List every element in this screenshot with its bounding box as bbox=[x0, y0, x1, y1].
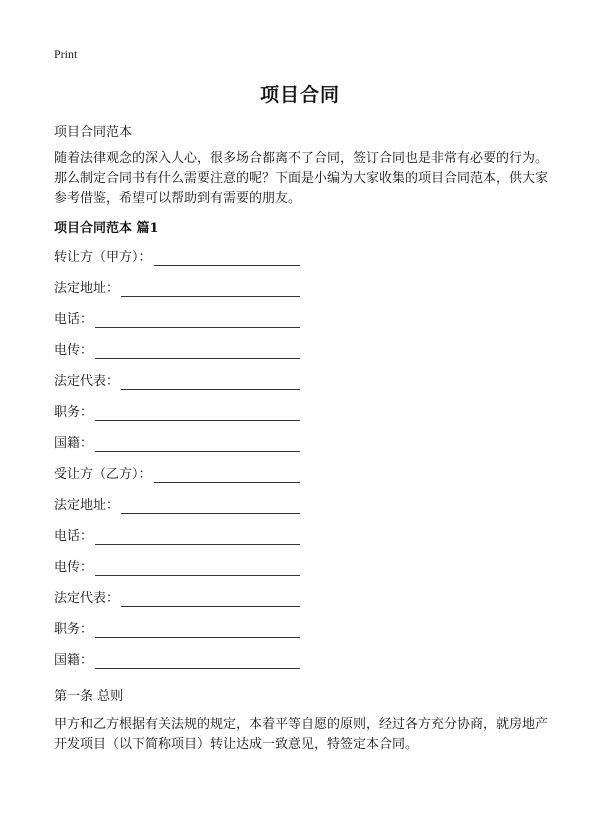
field-label: 职务： bbox=[54, 622, 94, 637]
field-label: 法定地址： bbox=[54, 498, 120, 513]
field-label: 电传： bbox=[54, 343, 94, 358]
blank-line bbox=[121, 375, 300, 390]
field-label: 法定代表： bbox=[54, 374, 120, 389]
field-label: 法定地址： bbox=[54, 281, 120, 296]
party-a-telex-field bbox=[54, 341, 300, 359]
party-a-position-field bbox=[54, 403, 300, 421]
intro-paragraph: 随着法律观念的深入人心，很多场合都离不了合同，签订合同也是非常有必要的行为。那么制定合同书有什么需要注意的呢？下面是小编为大家收集的项目合同范本，供大家参考借鉴，希望可以帮助到有需要的朋友。 bbox=[54, 151, 549, 206]
field-label: 转让方（甲方）： bbox=[54, 250, 152, 265]
party-b-name-field bbox=[54, 465, 300, 483]
blank-line bbox=[95, 344, 300, 359]
blank-line bbox=[121, 592, 300, 607]
document-subtitle: 项目合同范本 bbox=[54, 125, 133, 140]
blank-line bbox=[95, 313, 300, 328]
blank-line bbox=[95, 623, 300, 638]
party-a-phone-field bbox=[54, 310, 300, 328]
blank-line bbox=[95, 561, 300, 576]
blank-line bbox=[95, 437, 300, 452]
blank-line bbox=[95, 530, 300, 545]
blank-line bbox=[121, 282, 300, 297]
document-title: 项目合同 bbox=[259, 84, 340, 106]
field-label: 法定代表： bbox=[54, 591, 120, 606]
field-label: 电传： bbox=[54, 560, 94, 575]
party-b-representative-field bbox=[54, 589, 300, 607]
party-a-name-field bbox=[54, 248, 300, 266]
party-a-nationality-field bbox=[54, 434, 300, 452]
field-label: 国籍： bbox=[54, 436, 94, 451]
party-b-position-field bbox=[54, 620, 300, 638]
article-heading: 第一条 总则 bbox=[54, 689, 124, 704]
field-label: 国籍： bbox=[54, 653, 94, 668]
blank-line bbox=[95, 406, 300, 421]
blank-line bbox=[154, 468, 300, 483]
blank-line bbox=[95, 654, 300, 669]
article-paragraph: 甲方和乙方根据有关法规的规定，本着平等自愿的原则，经过各方充分协商，就房地产开发项目（以下简称项目）转让达成一致意见，特签定本合同。 bbox=[54, 717, 549, 752]
party-b-nationality-field bbox=[54, 651, 300, 669]
party-b-address-field bbox=[54, 496, 300, 514]
field-label: 职务： bbox=[54, 405, 94, 420]
party-a-representative-field bbox=[54, 372, 300, 390]
blank-line bbox=[154, 251, 300, 266]
field-label: 电话： bbox=[54, 529, 94, 544]
field-label: 电话： bbox=[54, 312, 94, 327]
field-label: 受让方（乙方）： bbox=[54, 467, 152, 482]
party-b-telex-field bbox=[54, 558, 300, 576]
blank-line bbox=[121, 499, 300, 514]
section-heading: 项目合同范本 篇1 bbox=[54, 221, 159, 236]
party-b-phone-field bbox=[54, 527, 300, 545]
party-a-address-field bbox=[54, 279, 300, 297]
print-link[interactable]: Print bbox=[54, 47, 78, 61]
